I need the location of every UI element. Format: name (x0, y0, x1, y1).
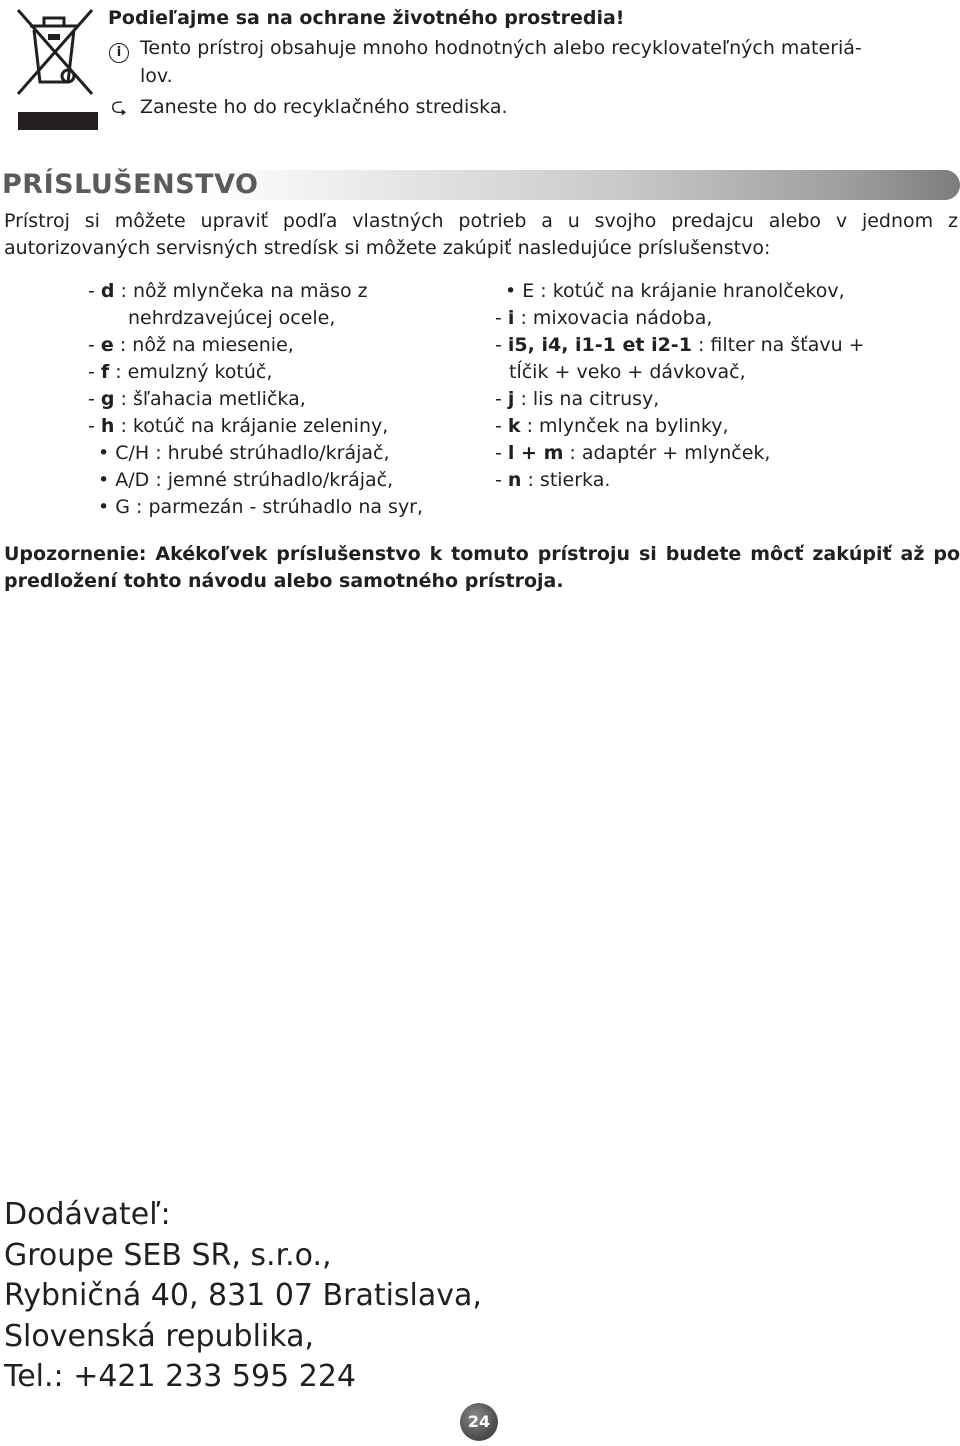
eco-arrow-line (108, 92, 508, 121)
warning-line-2: predložení tohto návodu alebo samotného prístroja. (4, 570, 564, 592)
subitem-text: E : kotúč na krájanie hranolčekov, (522, 280, 845, 302)
supplier-block (4, 1195, 482, 1398)
intro-line-1: Prístroj si môžete upraviť podľa vlastných potrieb a u svojho predajcu alebo v jednom z (4, 210, 958, 232)
item-text: : stierka. (521, 469, 611, 491)
list-item: - n : stierka. (495, 469, 611, 491)
item-text: : kotúč na krájanie zeleniny, (114, 415, 389, 437)
intro-line-2: autorizovaných servisných stredísk si môžete zakúpiť nasledujúce príslušenstvo: (4, 237, 771, 259)
list-item: - l + m : adaptér + mlynček, (495, 442, 771, 464)
item-key: n (507, 469, 522, 491)
item-key: i5, i4, i1-1 et i2-1 (507, 334, 692, 356)
item-text: : šľahacia metlička, (114, 388, 306, 410)
item-text: : mixovacia nádoba, (514, 307, 713, 329)
subitem-text: G : parmezán - strúhadlo na syr, (115, 496, 424, 518)
item-key: i (507, 307, 515, 329)
list-item: - f : emulzný kotúč, (88, 361, 273, 383)
list-item: - d : nôž mlynčeka na mäso z (88, 280, 368, 302)
list-item-cont: tĺčik + veko + dávkovač, (509, 361, 746, 383)
eco-arrow-text: Zaneste ho do recyklačného strediska. (140, 96, 508, 118)
item-key: j (507, 388, 515, 410)
item-key: h (100, 415, 115, 437)
item-text: : mlynček na bylinky, (520, 415, 729, 437)
crossed-out-wheelie-bin-icon (8, 4, 100, 134)
supplier-phone: Tel.: +421 233 595 224 (4, 1359, 356, 1394)
list-item: - h : kotúč na krájanie zeleniny, (88, 415, 389, 437)
accessory-list-right (495, 278, 865, 494)
item-key: f (100, 361, 110, 383)
list-subitem (88, 494, 423, 521)
list-item-cont: nehrdzavejúcej ocele, (128, 307, 336, 329)
eco-info-line (108, 34, 862, 63)
item-text: : nôž na miesenie, (113, 334, 294, 356)
section-heading: PRÍSLUŠENSTVO (2, 169, 259, 200)
supplier-label: Dodávateľ: (4, 1197, 171, 1232)
supplier-country: Slovenská republika, (4, 1318, 315, 1354)
item-key: d (100, 280, 115, 302)
item-key: e (100, 334, 114, 356)
subitem-text: A/D : jemné strúhadlo/krájač, (115, 469, 394, 491)
warning-line-1: Upozornenie: Akékoľvek príslušenstvo k tomuto prístroju si budete môcť zakúpiť až po (4, 543, 960, 565)
item-text: : lis na citrusy, (514, 388, 660, 410)
item-text: : nôž mlynčeka na mäso z (114, 280, 368, 302)
page-number-badge: 24 (460, 1403, 498, 1441)
bullet-icon: • (98, 442, 116, 464)
intro-paragraph (4, 208, 958, 262)
list-item: - e : nôž na miesenie, (88, 334, 294, 356)
supplier-company: Groupe SEB SR, s.r.o., (4, 1237, 332, 1273)
warning-note (4, 541, 960, 595)
item-text: : filter na šťavu + (691, 334, 865, 356)
bullet-icon: • (505, 280, 523, 302)
eco-info-text: Tento prístroj obsahuje mnoho hodnotných alebo recyklovateľných materiá- (140, 37, 862, 59)
banner-gradient-bar (205, 170, 960, 200)
curved-arrow-icon: ⮎ (110, 94, 128, 118)
list-subitem (88, 467, 423, 494)
list-item: - g : šľahacia metlička, (88, 388, 306, 410)
subitem-text: C/H : hrubé strúhadlo/krájač, (115, 442, 390, 464)
supplier-address: Rybničná 40, 831 07 Bratislava, (4, 1278, 482, 1313)
list-item: - j : lis na citrusy, (495, 388, 660, 410)
bullet-icon: • (98, 469, 116, 491)
list-item: - i5, i4, i1-1 et i2-1 : filter na šťavu + (495, 334, 865, 356)
item-key: g (100, 388, 115, 410)
list-item: - i : mixovacia nádoba, (495, 307, 713, 329)
eco-info-text-cont: lov. (140, 65, 173, 87)
item-text: : emulzný kotúč, (109, 361, 273, 383)
item-key: k (507, 415, 521, 437)
item-text: : adaptér + mlynček, (563, 442, 771, 464)
list-item: - k : mlynček na bylinky, (495, 415, 729, 437)
section-banner (0, 169, 960, 201)
bullet-icon: • (98, 496, 116, 518)
list-subitem (495, 278, 865, 305)
info-icon: i (108, 34, 130, 63)
list-subitem (88, 440, 423, 467)
accessory-list-left (88, 278, 423, 521)
eco-title: Podieľajme sa na ochrane životného prostredia! (108, 7, 625, 29)
item-key: l + m (507, 442, 564, 464)
